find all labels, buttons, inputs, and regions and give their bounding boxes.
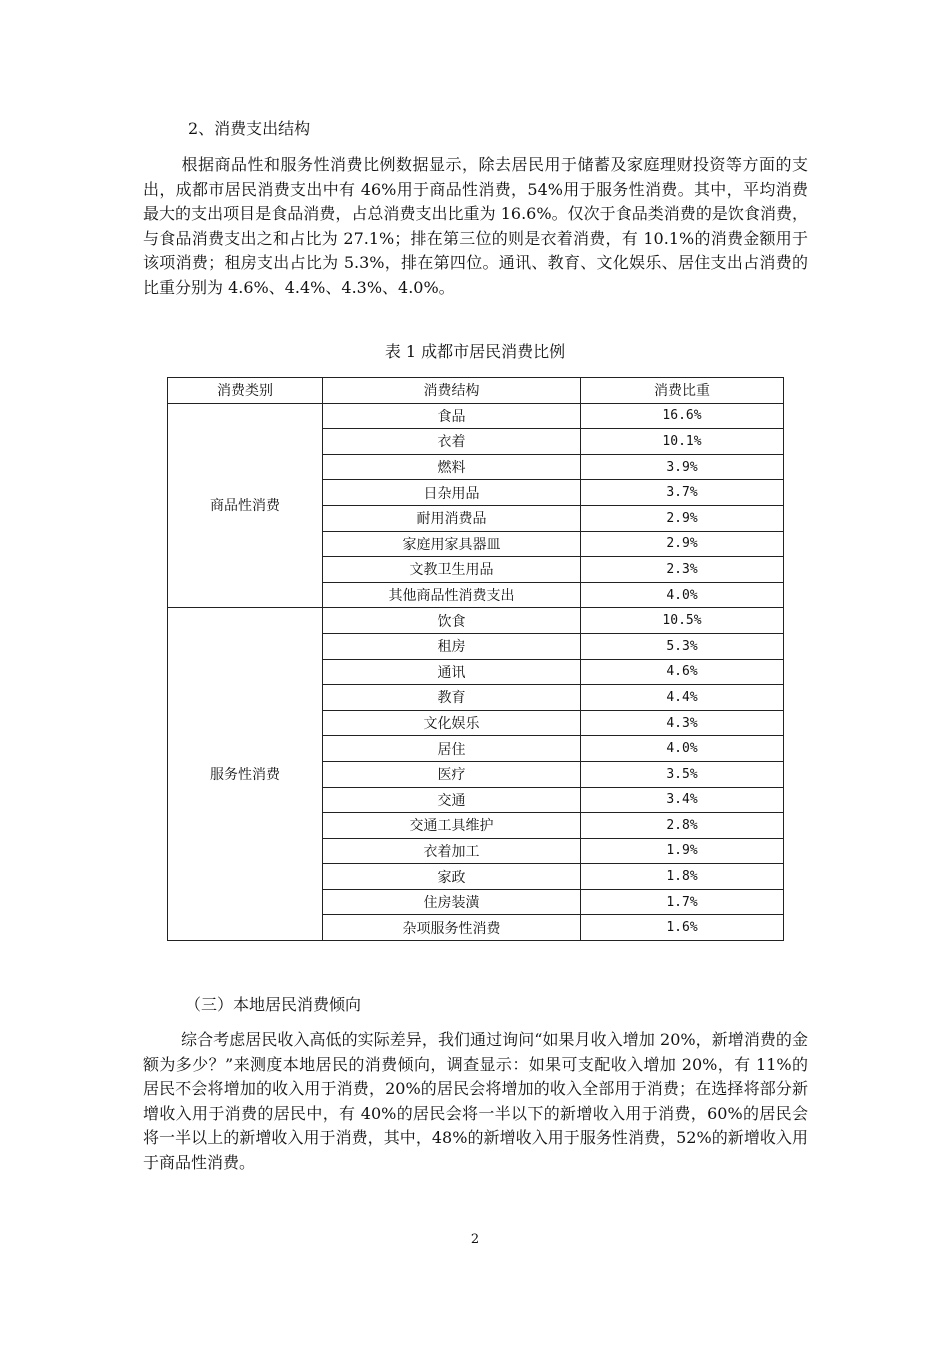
paragraph-consumption-structure: [143, 153, 808, 300]
share-cell: 1.9%: [581, 838, 784, 864]
share-cell: 10.1%: [581, 429, 784, 455]
header-share: 消费比重: [581, 378, 784, 404]
share-cell: 4.0%: [581, 582, 784, 608]
item-cell: 医疗: [323, 761, 581, 787]
paragraph-consumption-tendency: [143, 1028, 808, 1175]
share-cell: 1.8%: [581, 864, 784, 890]
item-cell: 耐用消费品: [323, 505, 581, 531]
share-cell: 2.9%: [581, 505, 784, 531]
item-cell: 住房装潢: [323, 889, 581, 915]
share-cell: 10.5%: [581, 608, 784, 634]
share-cell: 4.6%: [581, 659, 784, 685]
item-cell: 居住: [323, 736, 581, 762]
item-cell: 衣着: [323, 429, 581, 455]
share-cell: 4.4%: [581, 685, 784, 711]
paragraph-text: 综合考虑居民收入高低的实际差异，我们通过询问“如果月收入增加 20%，新增消费的金额为多少？”来测度本地居民的消费倾向，调查显示：如果可支配收入增加 20%，有 11%的居民不会将增加的收入用于消费，20%的居民会将增加的收入全部用于消费；在选择将部分新增收入用于消费的居民中，有 40%的居民会将一半以下的新增收入用于消费，60%的居民会将一半以上的新增收入用于消费，其中，48%的新增收入用于服务性消费，52%的新增收入用于商品性消费。: [143, 1030, 808, 1172]
item-cell: 教育: [323, 685, 581, 711]
share-cell: 4.3%: [581, 710, 784, 736]
item-cell: 其他商品性消费支出: [323, 582, 581, 608]
share-cell: 2.9%: [581, 531, 784, 557]
section2-heading: （三）本地居民消费倾向: [185, 995, 362, 1014]
share-cell: 3.4%: [581, 787, 784, 813]
table-row: [168, 608, 784, 634]
page-number: 2: [470, 1232, 480, 1247]
share-cell: 16.6%: [581, 403, 784, 429]
header-structure: 消费结构: [323, 378, 581, 404]
category-cell: 商品性消费: [168, 403, 323, 608]
item-cell: 燃料: [323, 454, 581, 480]
share-cell: 2.3%: [581, 557, 784, 583]
table-row: [168, 403, 784, 429]
item-cell: 日杂用品: [323, 480, 581, 506]
item-cell: 家政: [323, 864, 581, 890]
header-category: 消费类别: [168, 378, 323, 404]
share-cell: 1.7%: [581, 889, 784, 915]
section-heading: 2、消费支出结构: [188, 119, 311, 138]
item-cell: 交通工具维护: [323, 813, 581, 839]
item-cell: 文化娱乐: [323, 710, 581, 736]
item-cell: 租房: [323, 633, 581, 659]
item-cell: 食品: [323, 403, 581, 429]
item-cell: 饮食: [323, 608, 581, 634]
share-cell: 1.6%: [581, 915, 784, 941]
item-cell: 通讯: [323, 659, 581, 685]
item-cell: 交通: [323, 787, 581, 813]
item-cell: 家庭用家具器皿: [323, 531, 581, 557]
item-cell: 衣着加工: [323, 838, 581, 864]
item-cell: 文教卫生用品: [323, 557, 581, 583]
consumption-table: [167, 377, 784, 941]
share-cell: 3.7%: [581, 480, 784, 506]
share-cell: 5.3%: [581, 633, 784, 659]
paragraph-text: 根据商品性和服务性消费比例数据显示，除去居民用于储蓄及家庭理财投资等方面的支出，成都市居民消费支出中有 46%用于商品性消费，54%用于服务性消费。其中，平均消费最大的支出项目是食品消费，占总消费支出比重为 16.6%。仅次于食品类消费的是饮食消费，与食品消费支出之和占比为 27.1%；排在第三位的则是衣着消费，有 10.1%的消费金额用于该项消费；租房支出占比为 5.3%，排在第四位。通讯、教育、文化娱乐、居住支出占消费的比重分别为 4.6%、4.4%、4.3%、4.0%。: [143, 155, 808, 297]
share-cell: 3.9%: [581, 454, 784, 480]
share-cell: 2.8%: [581, 813, 784, 839]
table-header-row: [168, 378, 784, 404]
item-cell: 杂项服务性消费: [323, 915, 581, 941]
share-cell: 3.5%: [581, 761, 784, 787]
table-caption: 表 1 成都市居民消费比例: [384, 342, 566, 361]
category-cell: 服务性消费: [168, 608, 323, 941]
share-cell: 4.0%: [581, 736, 784, 762]
